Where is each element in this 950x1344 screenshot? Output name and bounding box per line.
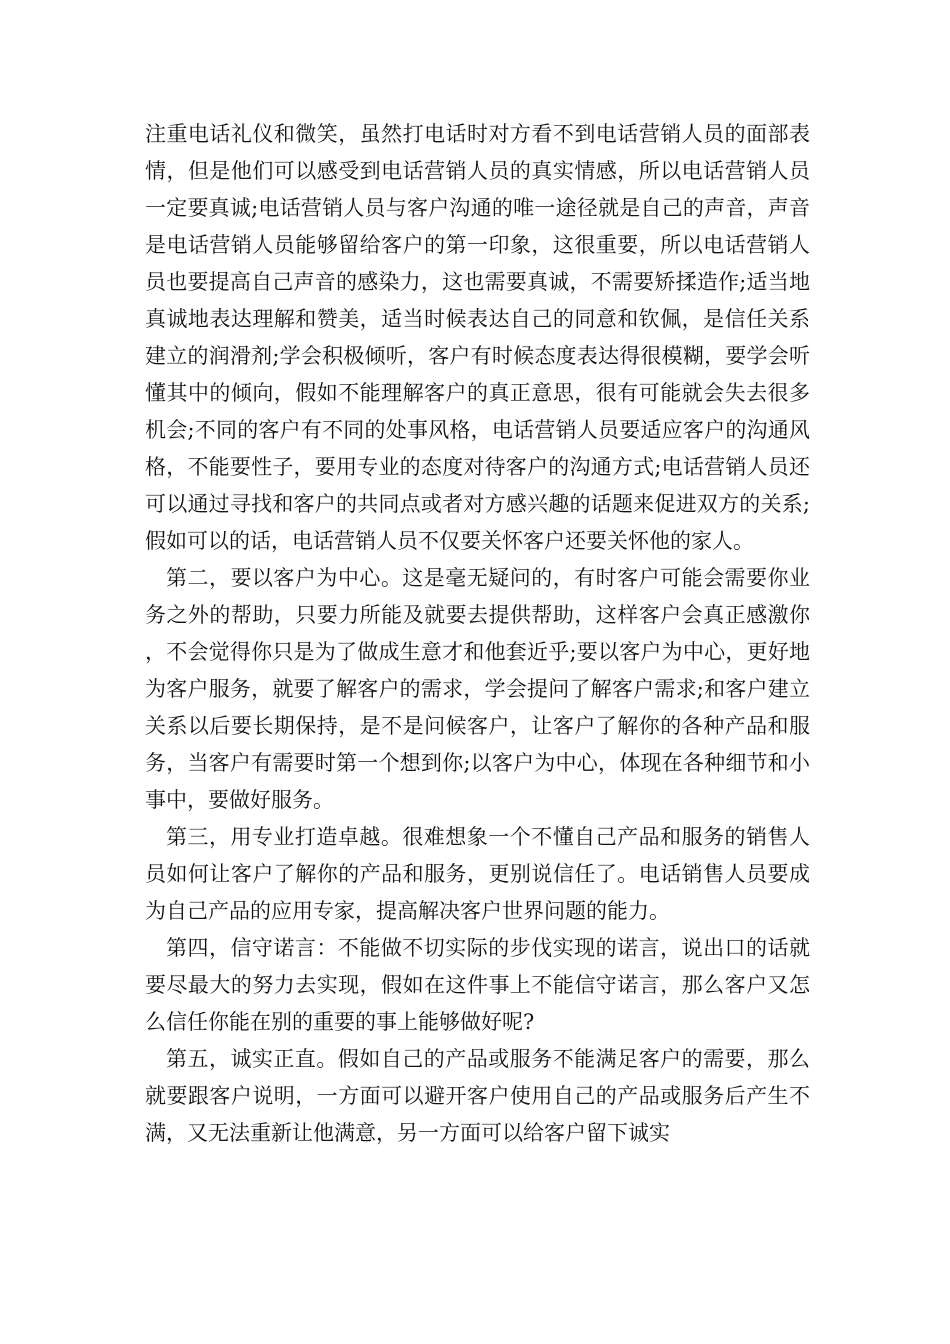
paragraph-honesty: 第五，诚实正直。假如自己的产品或服务不能满足客户的需要，那么就要跟客户说明，一方面可以避开客户使用自己的产品或服务后产生不满，又无法重新让他满意，另一方面可以给客户留下诚实 <box>145 1047 810 1145</box>
paragraph-professionalism: 第三，用专业打造卓越。很难想象一个不懂自己产品和服务的销售人员如何让客户了解你的产品和服务，更别说信任了。电话销售人员要成为自己产品的应用专家，提高解决客户世界问题的能力。 <box>145 825 810 923</box>
paragraph-customer-centric: 第二，要以客户为中心。这是毫无疑问的，有时客户可能会需要你业务之外的帮助，只要力所能及就要去提供帮助，这样客户会真正感激你，不会觉得你只是为了做成生意才和他套近乎;要以客户为中心，更好地为客户服务，就要了解客户的需求，学会提问了解客户需求;和客户建立关系以后要长期保持，是不是问候客户，让客户了解你的各种产品和服务，当客户有需要时第一个想到你;以客户为中心，体现在各种细节和小事中，要做好服务。 <box>145 566 810 812</box>
paragraph-etiquette: 注重电话礼仪和微笑，虽然打电话时对方看不到电话营销人员的面部表情，但是他们可以感受到电话营销人员的真实情感，所以电话营销人员一定要真诚;电话营销人员与客户沟通的唯一途径就是自己的声音，声音是电话营销人员能够留给客户的第一印象，这很重要，所以电话营销人员也要提高自己声音的感染力，这也需要真诚，不需要矫揉造作;适当地真诚地表达理解和赞美，适当时候表达自己的同意和钦佩，是信任关系建立的润滑剂;学会积极倾听，客户有时候态度表达得很模糊，要学会听懂其中的倾向，假如不能理解客户的真正意思，很有可能就会失去很多机会;不同的客户有不同的处事风格，电话营销人员要适应客户的沟通风格，不能要性子，要用专业的态度对待客户的沟通方式;电话营销人员还可以通过寻找和客户的共同点或者对方感兴趣的话题来促进双方的关系;假如可以的话，电话营销人员不仅要关怀客户还要关怀他的家人。 <box>145 122 810 553</box>
paragraph-keep-promises: 第四，信守诺言：不能做不切实际的步伐实现的诺言，说出口的话就要尽最大的努力去实现，假如在这件事上不能信守诺言，那么客户又怎么信任你能在别的重要的事上能够做好呢? <box>145 936 810 1034</box>
document-body <box>145 116 810 1152</box>
